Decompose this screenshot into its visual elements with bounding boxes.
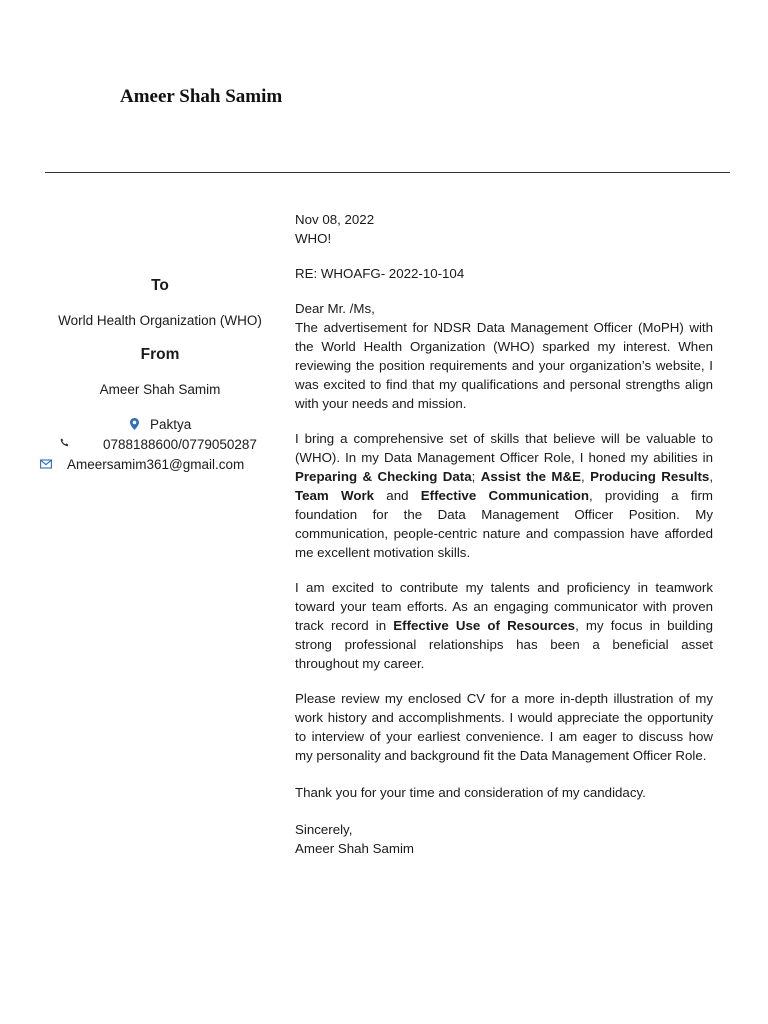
sidebar <box>30 276 290 475</box>
para2-text-4: , <box>709 469 714 484</box>
para2-bold-1: Preparing & Checking Data <box>295 469 472 484</box>
para2-text-1: I bring a comprehensive set of skills that believe will be valuable to (WHO). In my Data Management Officer Role, I honed my abilities in <box>295 431 713 465</box>
closing: Sincerely, <box>295 822 353 837</box>
location-text: Paktya <box>150 417 192 433</box>
sender-name: Ameer Shah Samim <box>99 381 221 397</box>
letter-date: Nov 08, 2022 <box>295 212 375 227</box>
para3-bold-1: Effective Use of Resources <box>393 618 576 633</box>
email-row <box>30 455 290 475</box>
signature-name: Ameer Shah Samim <box>295 841 414 856</box>
letter-recipient: WHO! <box>295 231 332 246</box>
paragraph-4: Please review my enclosed CV for a more in-depth illustration of my work history and accomplishments. I would appreciate the opportunity to interview of your earliest convenience. I am eager to discuss how my personality and background fit the Data Management Officer Role. <box>295 691 713 763</box>
paragraph-3 <box>295 578 713 673</box>
phone-text: 0788188600/0779050287 <box>103 437 257 453</box>
para2-text-5: and <box>374 488 421 503</box>
recipient-organization: World Health Organization (WHO) <box>58 313 262 329</box>
paragraph-2 <box>295 429 713 562</box>
email-link[interactable]: Ameersamim361@gmail.com <box>67 457 245 473</box>
para2-text-6: , providing a firm foundation for the Data Management Officer Position. My communication, people-centric nature and compassion have afforded me excellent motivation skills. <box>295 488 713 560</box>
para2-text-2: ; <box>471 469 481 484</box>
para2-bold-3: Producing Results <box>590 469 710 484</box>
letter-salutation: Dear Mr. /Ms, <box>295 301 375 316</box>
phone-icon <box>60 435 69 455</box>
location-pin-icon <box>130 416 139 436</box>
header-name: Ameer Shah Samim <box>120 86 283 107</box>
phone-row <box>30 435 290 455</box>
para2-bold-5: Effective Communication <box>420 488 589 503</box>
para2-bold-2: Assist the M&E <box>480 469 581 484</box>
letter-reference: RE: WHOAFG- 2022-10-104 <box>295 266 465 281</box>
from-heading: From <box>140 345 180 363</box>
para2-text-3: , <box>580 469 591 484</box>
to-heading: To <box>151 277 169 294</box>
header-divider <box>45 172 730 173</box>
paragraph-1: The advertisement for NDSR Data Management Officer (MoPH) with the World Health Organization (WHO) sparked my interest. When reviewing the position requirements and your organization’s website, I was excited to find that my qualifications and personal strengths align with your needs and mission. <box>295 320 713 411</box>
para3-text-2: , my focus in building strong professional relationships has been a beneficial asset throughout my career. <box>295 618 714 671</box>
para2-bold-4: Team Work <box>295 488 375 503</box>
para3-text-1: I am excited to contribute my talents and proficiency in teamwork toward your team efforts. As an engaging communicator with proven track record in <box>295 580 713 633</box>
paragraph-thanks: Thank you for your time and consideration of my candidacy. <box>295 785 646 800</box>
location-row <box>30 415 290 435</box>
letter-body <box>295 210 713 858</box>
mail-icon <box>40 455 52 475</box>
